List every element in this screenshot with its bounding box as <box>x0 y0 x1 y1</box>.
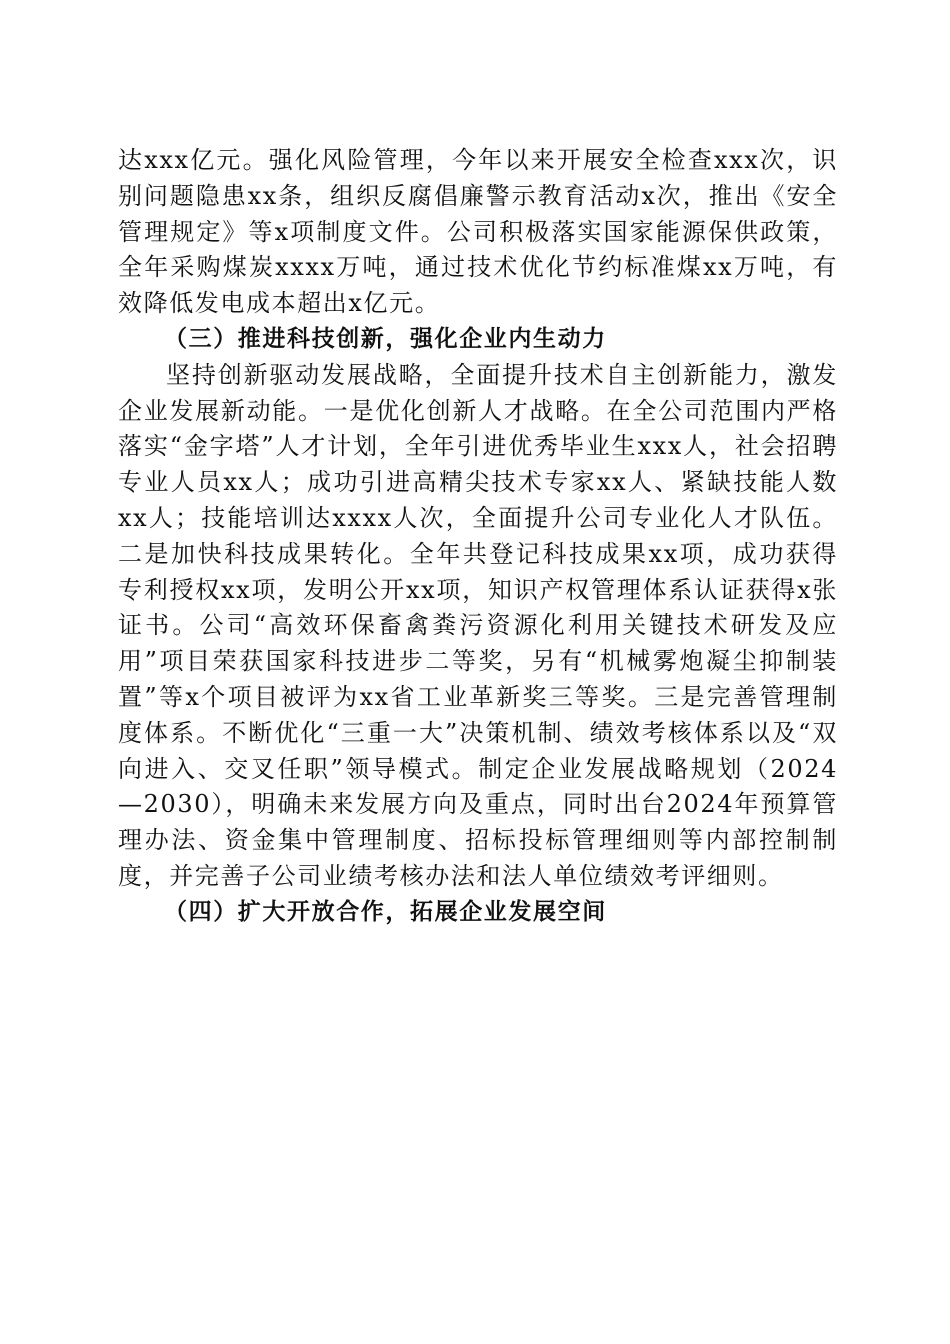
section-heading-3: （三）推进科技创新，强化企业内生动力 <box>164 325 607 352</box>
paragraph-continuation: 达xxx亿元。强化风险管理，今年以来开展安全检查xxx次，识别问题隐患xx条，组织反腐倡廉警示教育活动x次，推出《安全管理规定》等x项制度文件。公司积极落实国家能源保供政策，全年采购煤炭xxxx万吨，通过技术优化节约标准煤xx万吨，有效降低发电成本超出x亿元。 <box>118 146 838 318</box>
document-body <box>118 143 838 931</box>
paragraph-innovation: 坚持创新驱动发展战略，全面提升技术自主创新能力，激发企业发展新动能。一是优化创新人才战略。在全公司范围内严格落实“金字塔”人才计划，全年引进优秀毕业生xxx人，社会招聘专业人员xx人；成功引进高精尖技术专家xx人、紧缺技能人数xx人；技能培训达xxxx人次，全面提升公司专业化人才队伍。二是加快科技成果转化。全年共登记科技成果xx项，成功获得专利授权xx项，发明公开xx项，知识产权管理体系认证获得x张证书。公司“高效环保畜禽粪污资源化利用关键技术研发及应用”项目荣获国家科技进步二等奖，另有“机械雾炮凝尘抑制装置”等x个项目被评为xx省工业革新奖三等奖。三是完善管理制度体系。不断优化“三重一大”决策机制、绩效考核体系以及“双向进入、交叉任职”领导模式。制定企业发展战略规划（2024—2030），明确未来发展方向及重点，同时出台2024年预算管理办法、资金集中管理制度、招标投标管理细则等内部控制制度，并完善子公司业绩考核办法和法人单位绩效考评细则。 <box>118 360 838 890</box>
section-heading-4: （四）扩大开放合作，拓展企业发展空间 <box>164 898 607 925</box>
